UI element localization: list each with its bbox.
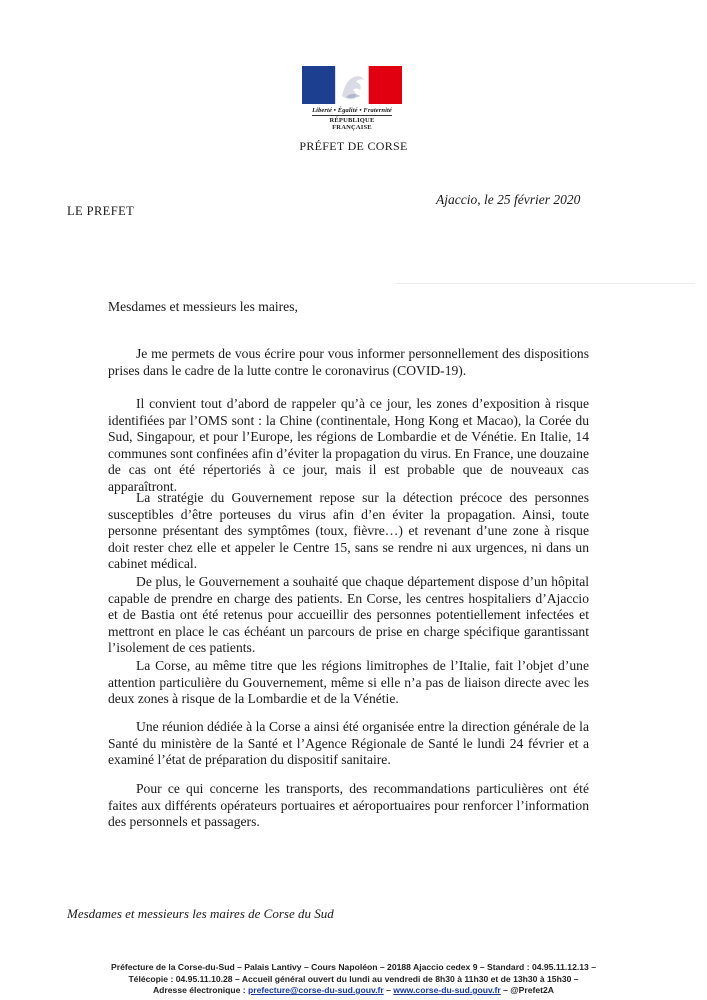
paragraph-3: La stratégie du Gouvernement repose sur la détection précoce des personnes susceptibles d’être porteuses du virus afin d’en éviter la propagation. Ainsi, toute personne présentant des symptômes (toux, fièvre…) et revenant d’une zone à risque doit rester chez elle et appeler le Centre 15, sans se rendre ni aux urgences, ni dans un cabinet médical.: [108, 490, 589, 571]
sender: LE PREFET: [67, 204, 135, 218]
twitter-handle: – @Prefet2A: [503, 985, 555, 995]
salutation: Mesdames et messieurs les maires,: [108, 299, 298, 314]
footer-separator: –: [386, 985, 391, 995]
date-line: Ajaccio, le 25 février 2020: [436, 192, 581, 207]
marianne-logo: [302, 66, 402, 131]
paragraph-1: Je me permets de vous écrire pour vous informer personnellement des dispositions prises dans le cadre de la lutte contre le coronavirus (COVID-19).: [108, 346, 589, 378]
marianne-flag-icon: [302, 66, 402, 104]
paragraph-7: Pour ce qui concerne les transports, des recommandations particulières ont été faites aux différents opérateurs portuaires et aéroportuaires pour renforcer l’information des personnels et passagers.: [108, 781, 589, 829]
footer-address: Préfecture de la Corse-du-Sud – Palais Lantivy – Cours Napoléon – 20188 Ajaccio cedex 9 – Standard : 04.95.11.12.13 –: [111, 962, 596, 972]
footer: [0, 962, 707, 997]
footer-hours: Télécopie : 04.95.11.10.28 – Accueil général ouvert du lundi au vendredi de 8h30 à 11h30 et de 13h30 à 15h30 –: [128, 973, 579, 984]
divider: [395, 283, 695, 284]
republic-motto: Liberté • Égalité • Fraternité: [312, 107, 392, 114]
republic-name: RÉPUBLIQUE FRANÇAISE: [312, 115, 392, 131]
paragraph-4: De plus, le Gouvernement a souhaité que chaque département dispose d’un hôpital capable de prendre en charge des patients. En Corse, les centres hospitaliers d’Ajaccio et de Bastia ont été retenus pour accueillir des personnes potentiellement infectées et mettront en place le cas échéant un parcours de prise en charge spécifique garantissant l’isolement de ces patients.: [108, 574, 589, 655]
email-link[interactable]: prefecture@corse-du-sud.gouv.fr: [248, 985, 384, 995]
prefecture-title: PRÉFET DE CORSE: [299, 139, 408, 153]
paragraph-2: Il convient tout d’abord de rappeler qu’à ce jour, les zones d’exposition à risque identifiées par l’OMS sont : la Chine (continentale, Hong Kong et Macao), la Corée du Sud, Singapour, et pour l’Europe, les régions de Lombardie et de Vénétie. En Italie, 14 communes sont confinées afin d’éviter la propagation du virus. En France, une douzaine de cas ont été répertoriés à ce jour, mais il est probable que de nouveaux cas apparaîtront.: [108, 396, 589, 494]
paragraph-5: La Corse, au même titre que les régions limitrophes de l’Italie, fait l’objet d’une attention particulière du Gouvernement, même si elle n’a pas de liaison directe avec les deux zones à risque de la Lombardie et de la Vénétie.: [108, 658, 589, 706]
footer-contact: [0, 985, 707, 997]
recipient: Mesdames et messieurs les maires de Corse du Sud: [67, 906, 334, 921]
website-link[interactable]: www.corse-du-sud.gouv.fr: [393, 985, 501, 995]
paragraph-6: Une réunion dédiée à la Corse a ainsi été organisée entre la direction générale de la Santé du ministère de la Santé et l’Agence Régionale de Santé le lundi 24 février et a examiné l’état de préparation du dispositif sanitaire.: [108, 719, 589, 767]
email-label: Adresse électronique :: [152, 985, 246, 995]
